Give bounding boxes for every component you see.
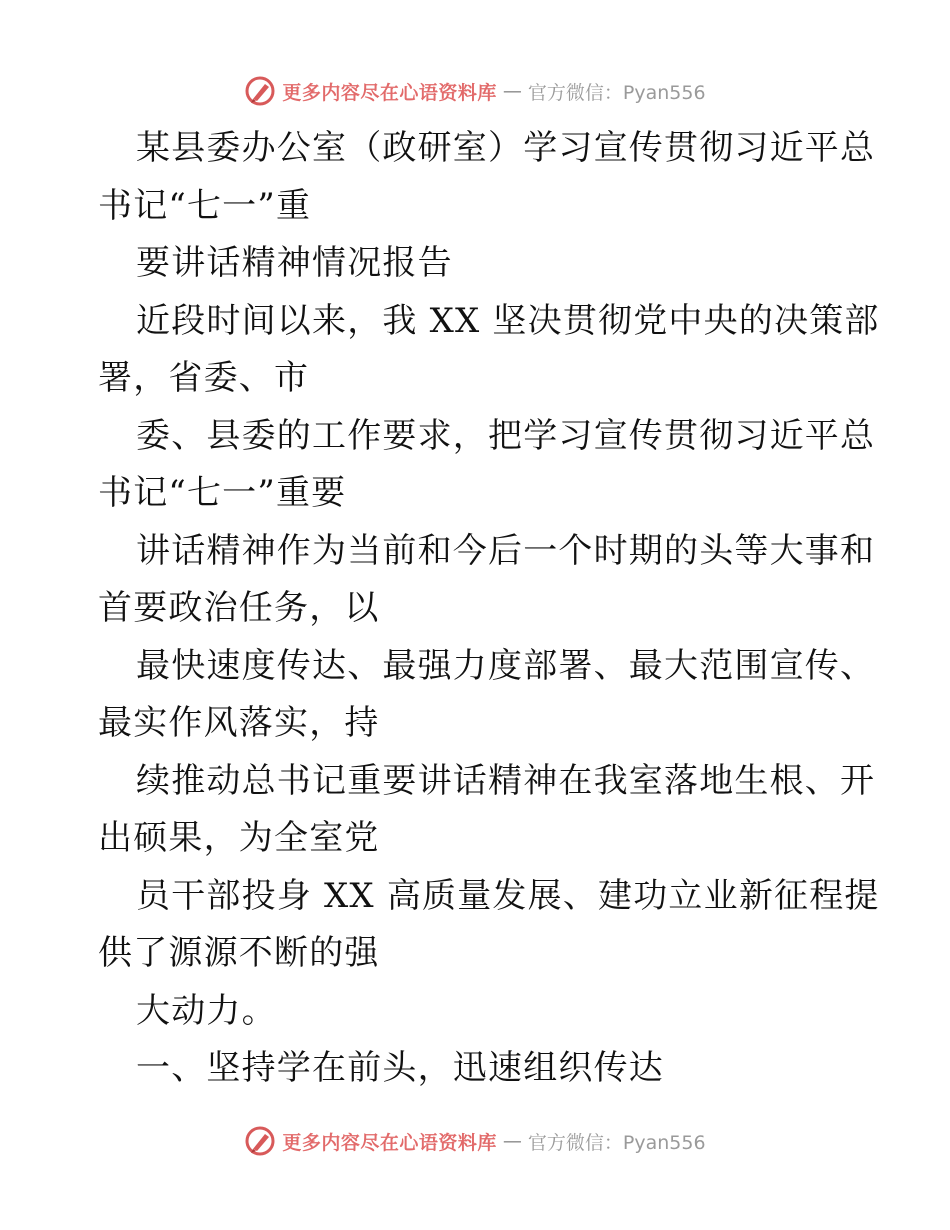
section-heading: 一、坚持学在前头，迅速组织传达 — [136, 1048, 664, 1088]
text-line: 员干部投身 XX 高质量发展、建功立业新征程提 — [136, 875, 880, 916]
watermark-brand-text: 更多内容尽在心语资料库 — [282, 81, 497, 104]
text-line: 续推动总书记重要讲话精神在我室落地生根、开 — [136, 760, 876, 801]
text-line: 首要政治任务，以 — [98, 588, 380, 628]
text-line: 近段时间以来，我 XX 坚决贯彻党中央的决策部 — [136, 300, 880, 341]
watermark-separator: — — [502, 80, 522, 102]
pen-in-circle-icon — [244, 1125, 276, 1157]
document-body — [98, 120, 880, 1098]
text-line: 最实作风落实，持 — [98, 703, 380, 743]
watermark-wechat-text: 官方微信：Pyan556 — [527, 81, 706, 104]
text-line: 署，省委、市 — [98, 358, 310, 398]
watermark-separator: — — [502, 1130, 522, 1152]
footer-watermark — [0, 1124, 950, 1158]
text-line: 供了源源不断的强 — [98, 933, 380, 973]
text-line: 某县委办公室（政研室）学习宣传贯彻习近平总 — [136, 128, 876, 168]
text-line: 要讲话精神情况报告 — [136, 243, 453, 283]
text-line: 书记“七一”重 — [98, 185, 312, 226]
text-line: 委、县委的工作要求，把学习宣传贯彻习近平总 — [136, 415, 876, 456]
watermark-brand-text: 更多内容尽在心语资料库 — [282, 1131, 497, 1154]
text-line: 书记“七一”重要 — [98, 473, 347, 513]
text-line: 大动力。 — [136, 990, 277, 1031]
text-line: 出硕果，为全室党 — [98, 818, 380, 858]
pen-in-circle-icon — [244, 75, 276, 107]
text-line: 最快速度传达、最强力度部署、最大范围宣传、 — [136, 645, 876, 686]
watermark-wechat-text: 官方微信：Pyan556 — [527, 1131, 706, 1154]
header-watermark — [0, 74, 950, 108]
text-line: 讲话精神作为当前和今后一个时期的头等大事和 — [136, 530, 876, 571]
